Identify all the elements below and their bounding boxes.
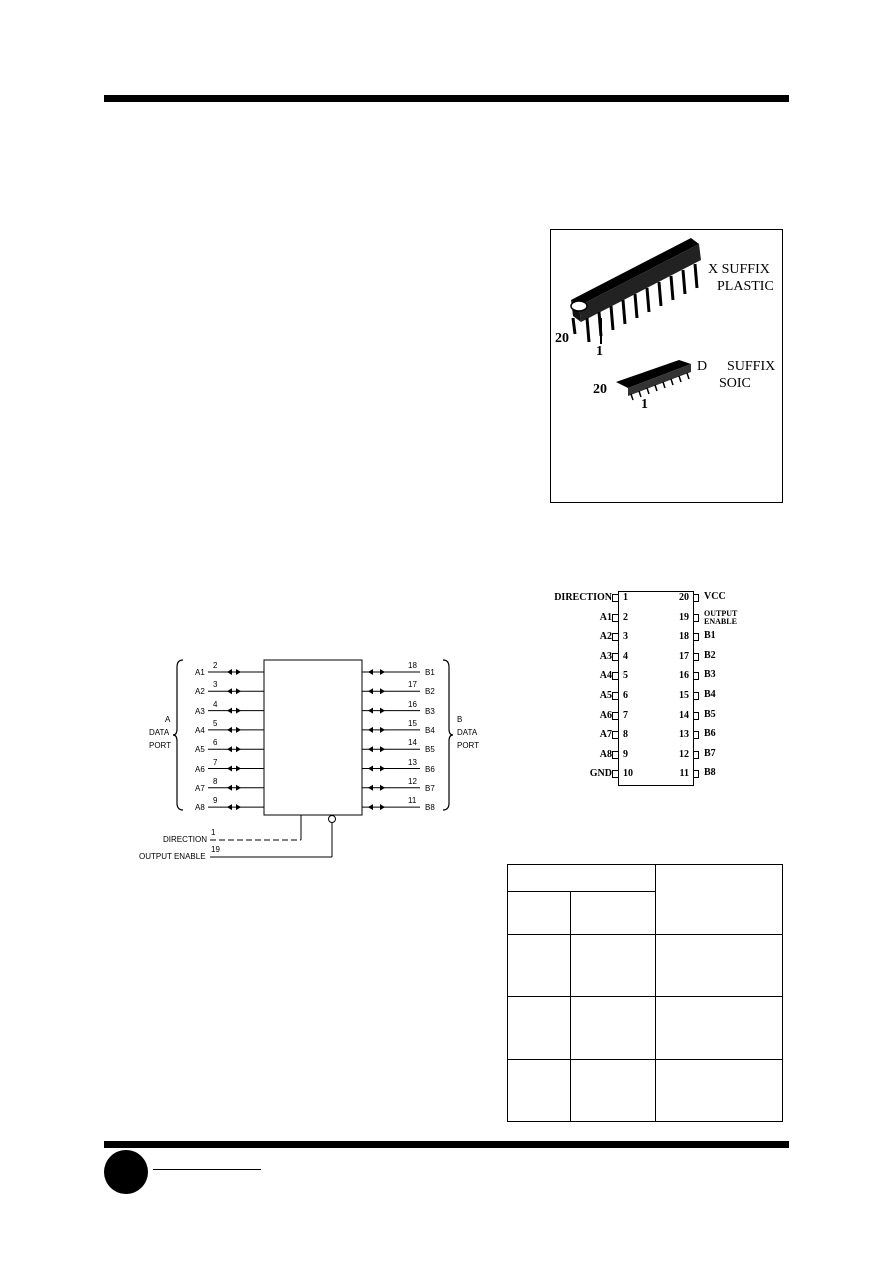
b-pin-label: B1: [425, 668, 435, 677]
arrow-icon: [380, 727, 385, 733]
table-cell: [655, 997, 782, 1059]
footer-underline: [153, 1169, 261, 1170]
pin-label-right: B3: [704, 669, 716, 681]
arrow-icon: [227, 727, 232, 733]
b-pin-num: 12: [408, 776, 417, 786]
a-pin-num: 6: [213, 738, 218, 748]
arrow-icon: [236, 804, 241, 810]
pin-label-left: A2: [599, 631, 612, 643]
pin-number-right: 15: [679, 690, 689, 701]
pin-number-left: 8: [623, 729, 628, 741]
pin-lead-left: [612, 731, 618, 739]
pin-number-right: 19: [679, 611, 689, 623]
pin-label-right: VCC: [704, 591, 726, 602]
pin-lead-right: [693, 633, 699, 641]
a-pin-label: A1: [195, 668, 205, 677]
pin-number-left: 6: [623, 690, 628, 701]
pin-lead-right: [693, 614, 699, 622]
pin-lead-left: [612, 751, 618, 759]
pin-label-right: B6: [704, 728, 716, 740]
pin-number-right: 14: [679, 709, 689, 721]
a-port-label-3: PORT: [149, 741, 172, 750]
pin-number-left: 7: [623, 709, 628, 721]
pin-number-left: 4: [623, 650, 628, 662]
d-pin-last: 1: [641, 397, 648, 412]
pin-label-left: GND: [589, 768, 612, 780]
pin-label-right: B5: [704, 708, 716, 720]
b-pin-num: 16: [408, 699, 417, 709]
pin-label-right: B4: [704, 689, 716, 700]
arrow-icon: [236, 708, 241, 714]
a-pin-label: A4: [195, 725, 205, 735]
pin-number-left: 2: [623, 611, 628, 623]
b-pin-label: B8: [425, 803, 435, 813]
table-cell: [508, 997, 571, 1059]
pin-lead-left: [612, 633, 618, 641]
direction-label: DIRECTION: [163, 835, 207, 844]
a-pin-num: 5: [213, 718, 218, 728]
direction-num: 1: [211, 828, 216, 837]
pin-lead-left: [612, 614, 618, 622]
arrow-icon: [368, 804, 373, 810]
pin-lead-right: [693, 751, 699, 759]
arrow-icon: [236, 688, 241, 694]
table-header-inputs: [508, 865, 656, 892]
d-pin-first: 20: [593, 382, 607, 397]
b-port-label-2: DATA: [457, 728, 478, 737]
pin-lead-right: [693, 672, 699, 680]
arrow-icon: [236, 746, 241, 752]
pin-label-left: A5: [599, 690, 612, 701]
pin-number-left: 3: [623, 631, 628, 643]
arrow-icon: [227, 804, 232, 810]
arrow-icon: [380, 804, 385, 810]
pin-number-left: 1: [623, 592, 628, 603]
arrow-icon: [368, 727, 373, 733]
arrow-icon: [368, 766, 373, 772]
a-pin-num: 7: [213, 757, 218, 767]
company-logo: [104, 1150, 148, 1194]
pin-number-right: 16: [679, 670, 689, 682]
arrow-icon: [227, 708, 232, 714]
b-pin-label: B2: [425, 687, 435, 697]
table-cell: [571, 1059, 656, 1121]
arrow-icon: [227, 688, 232, 694]
a-pin-num: 3: [213, 680, 218, 690]
pin-lead-left: [612, 594, 618, 602]
table-header-col2: [571, 892, 656, 935]
package-illustration-box: [550, 229, 783, 503]
header-rule: [104, 95, 789, 102]
oe-label: OUTPUT ENABLE: [139, 852, 206, 861]
b-pin-num: 11: [408, 796, 417, 806]
arrow-icon: [380, 746, 385, 752]
arrow-icon: [227, 669, 232, 675]
pin-label-left: A1: [599, 611, 612, 623]
function-table: [507, 864, 783, 1122]
table-cell: [655, 935, 782, 997]
pin-label-right: OUTPUT ENABLE: [704, 608, 738, 626]
b-port-label-3: PORT: [457, 741, 480, 750]
b-pin-label: B3: [425, 706, 435, 716]
pin-number-right: 20: [679, 592, 689, 603]
arrow-icon: [380, 688, 385, 694]
a-port-label-1: A: [165, 715, 171, 724]
pin-label-left: A3: [599, 650, 612, 662]
arrow-icon: [236, 785, 241, 791]
a-pin-label: A3: [195, 706, 205, 716]
x-pin-first: 20: [555, 331, 569, 346]
a-pin-num: 4: [213, 699, 218, 709]
a-pin-label: A7: [195, 783, 205, 793]
footer-rule: [104, 1141, 789, 1148]
a-pin-label: A5: [195, 745, 205, 755]
b-pin-label: B5: [425, 745, 435, 755]
pin-label-left: A8: [599, 748, 612, 760]
b-pin-label: B4: [425, 725, 435, 735]
d-suffix-letter: D: [697, 359, 708, 374]
pin-lead-right: [693, 731, 699, 739]
d-suffix-word: SUFFIX: [727, 359, 776, 374]
pin-lead-left: [612, 672, 618, 680]
pin-number-right: 12: [679, 748, 689, 760]
b-pin-num: 14: [408, 738, 417, 748]
pin-lead-right: [693, 712, 699, 720]
arrow-icon: [368, 746, 373, 752]
arrow-icon: [227, 785, 232, 791]
table-cell: [571, 935, 656, 997]
arrow-icon: [227, 746, 232, 752]
pin-number-right: 17: [679, 650, 689, 662]
table-header-operation: [655, 865, 782, 935]
pinout-diagram: [540, 588, 790, 788]
b-pin-label: B6: [425, 764, 435, 774]
pin-label-left: A7: [599, 729, 612, 741]
b-pin-num: 18: [408, 661, 417, 670]
pin-label-left: A6: [599, 709, 612, 721]
b-pin-num: 15: [408, 718, 417, 728]
a-pin-label: A6: [195, 764, 205, 774]
arrow-icon: [380, 708, 385, 714]
pin-number-left: 9: [623, 748, 628, 760]
arrow-icon: [368, 688, 373, 694]
pin-number-right: 18: [679, 631, 689, 643]
logic-diagram: [135, 655, 495, 870]
a-pin-num: 8: [213, 776, 218, 786]
x-pin-last: 1: [596, 344, 603, 359]
arrow-icon: [368, 708, 373, 714]
x-suffix-line2: PLASTIC: [717, 279, 774, 294]
pin-lead-right: [693, 770, 699, 778]
b-pin-num: 17: [408, 680, 417, 690]
table-header-col1: [508, 892, 571, 935]
pin-lead-left: [612, 692, 618, 700]
arrow-icon: [380, 785, 385, 791]
a-port-label-2: DATA: [149, 728, 170, 737]
oe-num: 19: [211, 845, 220, 854]
table-cell: [571, 997, 656, 1059]
d-suffix-line2: SOIC: [719, 376, 751, 391]
table-cell: [508, 935, 571, 997]
arrow-icon: [380, 766, 385, 772]
a-pin-label: A8: [195, 803, 205, 813]
pin-number-right: 11: [679, 768, 689, 780]
pin-lead-right: [693, 692, 699, 700]
pin-number-left: 5: [623, 670, 628, 682]
arrow-icon: [236, 669, 241, 675]
table-cell: [508, 1059, 571, 1121]
pin-lead-right: [693, 594, 699, 602]
pin-label-right: B1: [704, 630, 716, 642]
x-suffix-line1: X SUFFIX: [708, 262, 770, 277]
pin-lead-right: [693, 653, 699, 661]
pin-label-left: A4: [599, 670, 612, 682]
b-pin-num: 13: [408, 757, 417, 767]
table-cell: [655, 1059, 782, 1121]
arrow-icon: [380, 669, 385, 675]
pin-lead-left: [612, 770, 618, 778]
arrow-icon: [368, 669, 373, 675]
a-pin-label: A2: [195, 687, 205, 697]
pin-label-right: B8: [704, 767, 716, 779]
pin-lead-left: [612, 712, 618, 720]
pin-number-right: 13: [679, 729, 689, 741]
arrow-icon: [227, 766, 232, 772]
pin-number-left: 10: [623, 768, 633, 780]
arrow-icon: [368, 785, 373, 791]
b-port-label-1: B: [457, 715, 463, 724]
b-pin-label: B7: [425, 783, 435, 793]
arrow-icon: [236, 727, 241, 733]
pin-lead-left: [612, 653, 618, 661]
pin-label-right: B7: [704, 747, 716, 759]
a-pin-num: 2: [213, 661, 218, 670]
pin-label-right: B2: [704, 649, 716, 661]
dip-package-drawing: [551, 230, 781, 370]
pin-label-left: DIRECTION: [554, 592, 612, 603]
arrow-icon: [236, 766, 241, 772]
a-pin-num: 9: [213, 796, 218, 806]
